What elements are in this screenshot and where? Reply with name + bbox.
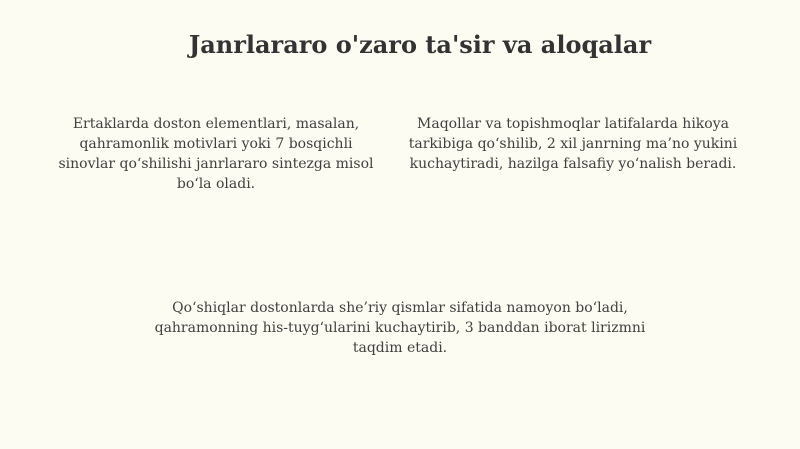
paragraph-maqollar: Maqollar va topishmoqlar latifalarda hikoya tarkibiga qo‘shilib, 2 xil janrning ma’no yukini kuchaytiradi, hazilga falsafiy yo‘nalish beradi. xyxy=(408,116,738,172)
slide-title: Janrlararo o'zaro ta'sir va aloqalar xyxy=(188,30,652,59)
paragraph-ertaklar: Ertaklarda doston elementlari, masalan, qahramonlik motivlari yoki 7 bosqichli sinovlar qo‘shilishi janrlararo sintezga misol bo‘la oladi. xyxy=(58,116,374,192)
paragraph-qoshiqlar: Qo‘shiqlar dostonlarda she’riy qismlar sifatida namoyon bo‘ladi, qahramonning his-tuyg‘ularini kuchaytirib, 3 banddan iborat lirizmni taqdim etadi. xyxy=(154,300,646,356)
